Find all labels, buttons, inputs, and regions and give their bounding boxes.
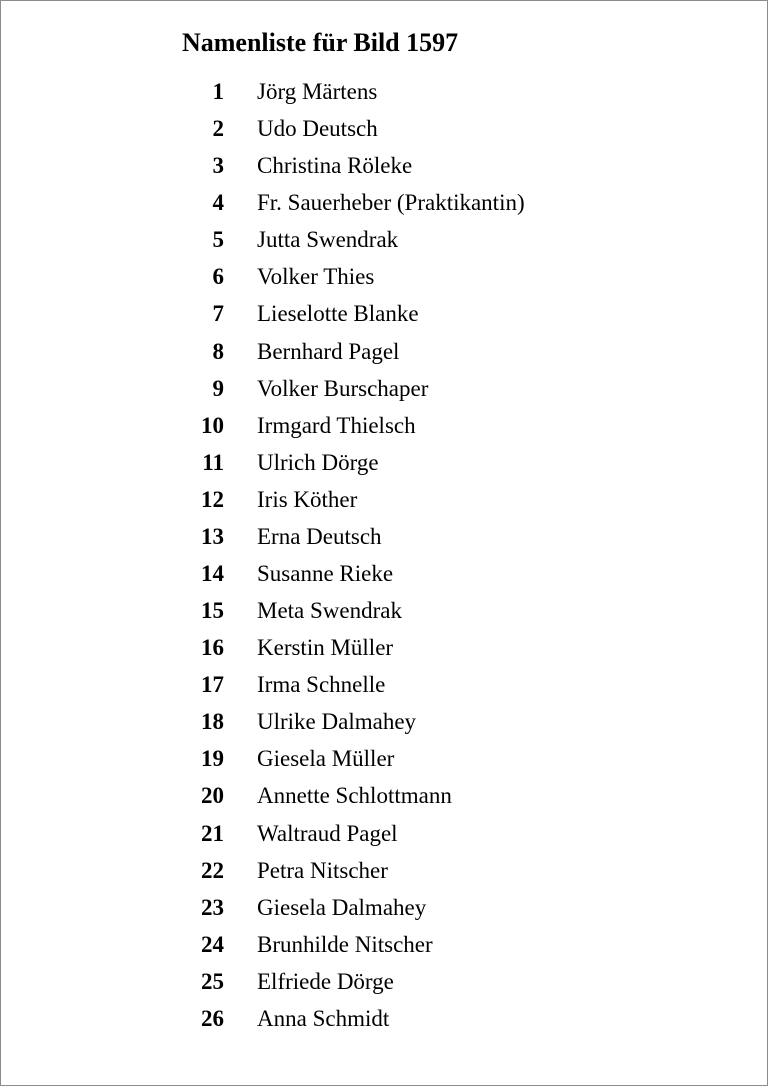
entry-number: 8 — [212, 338, 224, 364]
list-item — [0, 891, 768, 928]
list-item — [0, 112, 768, 149]
entry-name: Jutta Swendrak — [257, 227, 399, 253]
entry-name: Fr. Sauerheber (Praktikantin) — [257, 190, 525, 216]
entry-number: 9 — [212, 375, 224, 401]
entry-number: 22 — [201, 857, 224, 883]
name-list — [0, 75, 768, 1039]
entry-number: 13 — [201, 523, 224, 549]
list-item — [0, 928, 768, 965]
entry-number: 19 — [201, 746, 224, 772]
entry-name: Elfriede Dörge — [257, 968, 394, 994]
entry-number: 6 — [212, 264, 224, 290]
list-item — [0, 594, 768, 631]
list-item — [0, 149, 768, 186]
list-item — [0, 1002, 768, 1039]
entry-name: Waltraud Pagel — [257, 820, 398, 846]
entry-number: 26 — [201, 1005, 224, 1031]
entry-name: Kerstin Müller — [257, 635, 394, 661]
entry-name: Iris Köther — [257, 486, 358, 512]
entry-name: Bernhard Pagel — [257, 338, 400, 364]
entry-number: 7 — [212, 301, 224, 327]
entry-number: 16 — [201, 635, 224, 661]
entry-number: 5 — [212, 227, 224, 253]
entry-name: Giesela Dalmahey — [257, 894, 427, 920]
list-item — [0, 409, 768, 446]
entry-number: 18 — [201, 709, 224, 735]
entry-name: Giesela Müller — [257, 746, 395, 772]
entry-name: Erna Deutsch — [257, 523, 382, 549]
entry-number: 4 — [212, 190, 224, 216]
entry-name: Brunhilde Nitscher — [257, 931, 433, 957]
entry-number: 23 — [201, 894, 224, 920]
entry-number: 1 — [212, 79, 224, 104]
list-item — [0, 446, 768, 483]
entry-number: 14 — [201, 561, 224, 587]
list-item — [0, 965, 768, 1002]
entry-name: Susanne Rieke — [257, 561, 394, 587]
list-item — [0, 335, 768, 372]
entry-name: Petra Nitscher — [257, 857, 388, 883]
entry-name: Udo Deutsch — [257, 116, 378, 142]
list-item — [0, 297, 768, 334]
entry-name: Lieselotte Blanke — [257, 301, 419, 327]
page-title: Namenliste für Bild 1597 — [182, 28, 459, 57]
list-item — [0, 705, 768, 742]
list-item — [0, 186, 768, 223]
entry-number: 24 — [201, 931, 224, 957]
entry-number: 20 — [201, 783, 224, 809]
entry-name: Anna Schmidt — [257, 1005, 390, 1031]
list-item — [0, 742, 768, 779]
entry-name: Ulrike Dalmahey — [257, 709, 417, 735]
list-item — [0, 779, 768, 816]
list-item — [0, 520, 768, 557]
entry-name: Volker Thies — [257, 264, 375, 290]
list-item — [0, 557, 768, 594]
entry-name: Jörg Märtens — [257, 79, 378, 104]
list-item — [0, 75, 768, 112]
list-item — [0, 372, 768, 409]
entry-number: 21 — [201, 820, 224, 846]
list-item — [0, 483, 768, 520]
entry-name: Christina Röleke — [257, 153, 413, 179]
entry-number: 11 — [202, 449, 224, 475]
entry-name: Irmgard Thielsch — [257, 412, 416, 438]
list-item — [0, 223, 768, 260]
entry-name: Irma Schnelle — [257, 672, 386, 698]
list-item — [0, 631, 768, 668]
list-item — [0, 260, 768, 297]
entry-number: 12 — [201, 486, 224, 512]
list-item — [0, 817, 768, 854]
list-item — [0, 668, 768, 705]
entry-number: 15 — [201, 598, 224, 624]
entry-name: Annette Schlottmann — [257, 783, 452, 809]
entry-number: 2 — [212, 116, 224, 142]
entry-name: Meta Swendrak — [257, 598, 402, 624]
entry-number: 10 — [201, 412, 224, 438]
entry-name: Volker Burschaper — [257, 375, 429, 401]
entry-number: 3 — [212, 153, 224, 179]
entry-name: Ulrich Dörge — [257, 449, 379, 475]
list-item — [0, 854, 768, 891]
entry-number: 25 — [201, 968, 224, 994]
entry-number: 17 — [201, 672, 224, 698]
